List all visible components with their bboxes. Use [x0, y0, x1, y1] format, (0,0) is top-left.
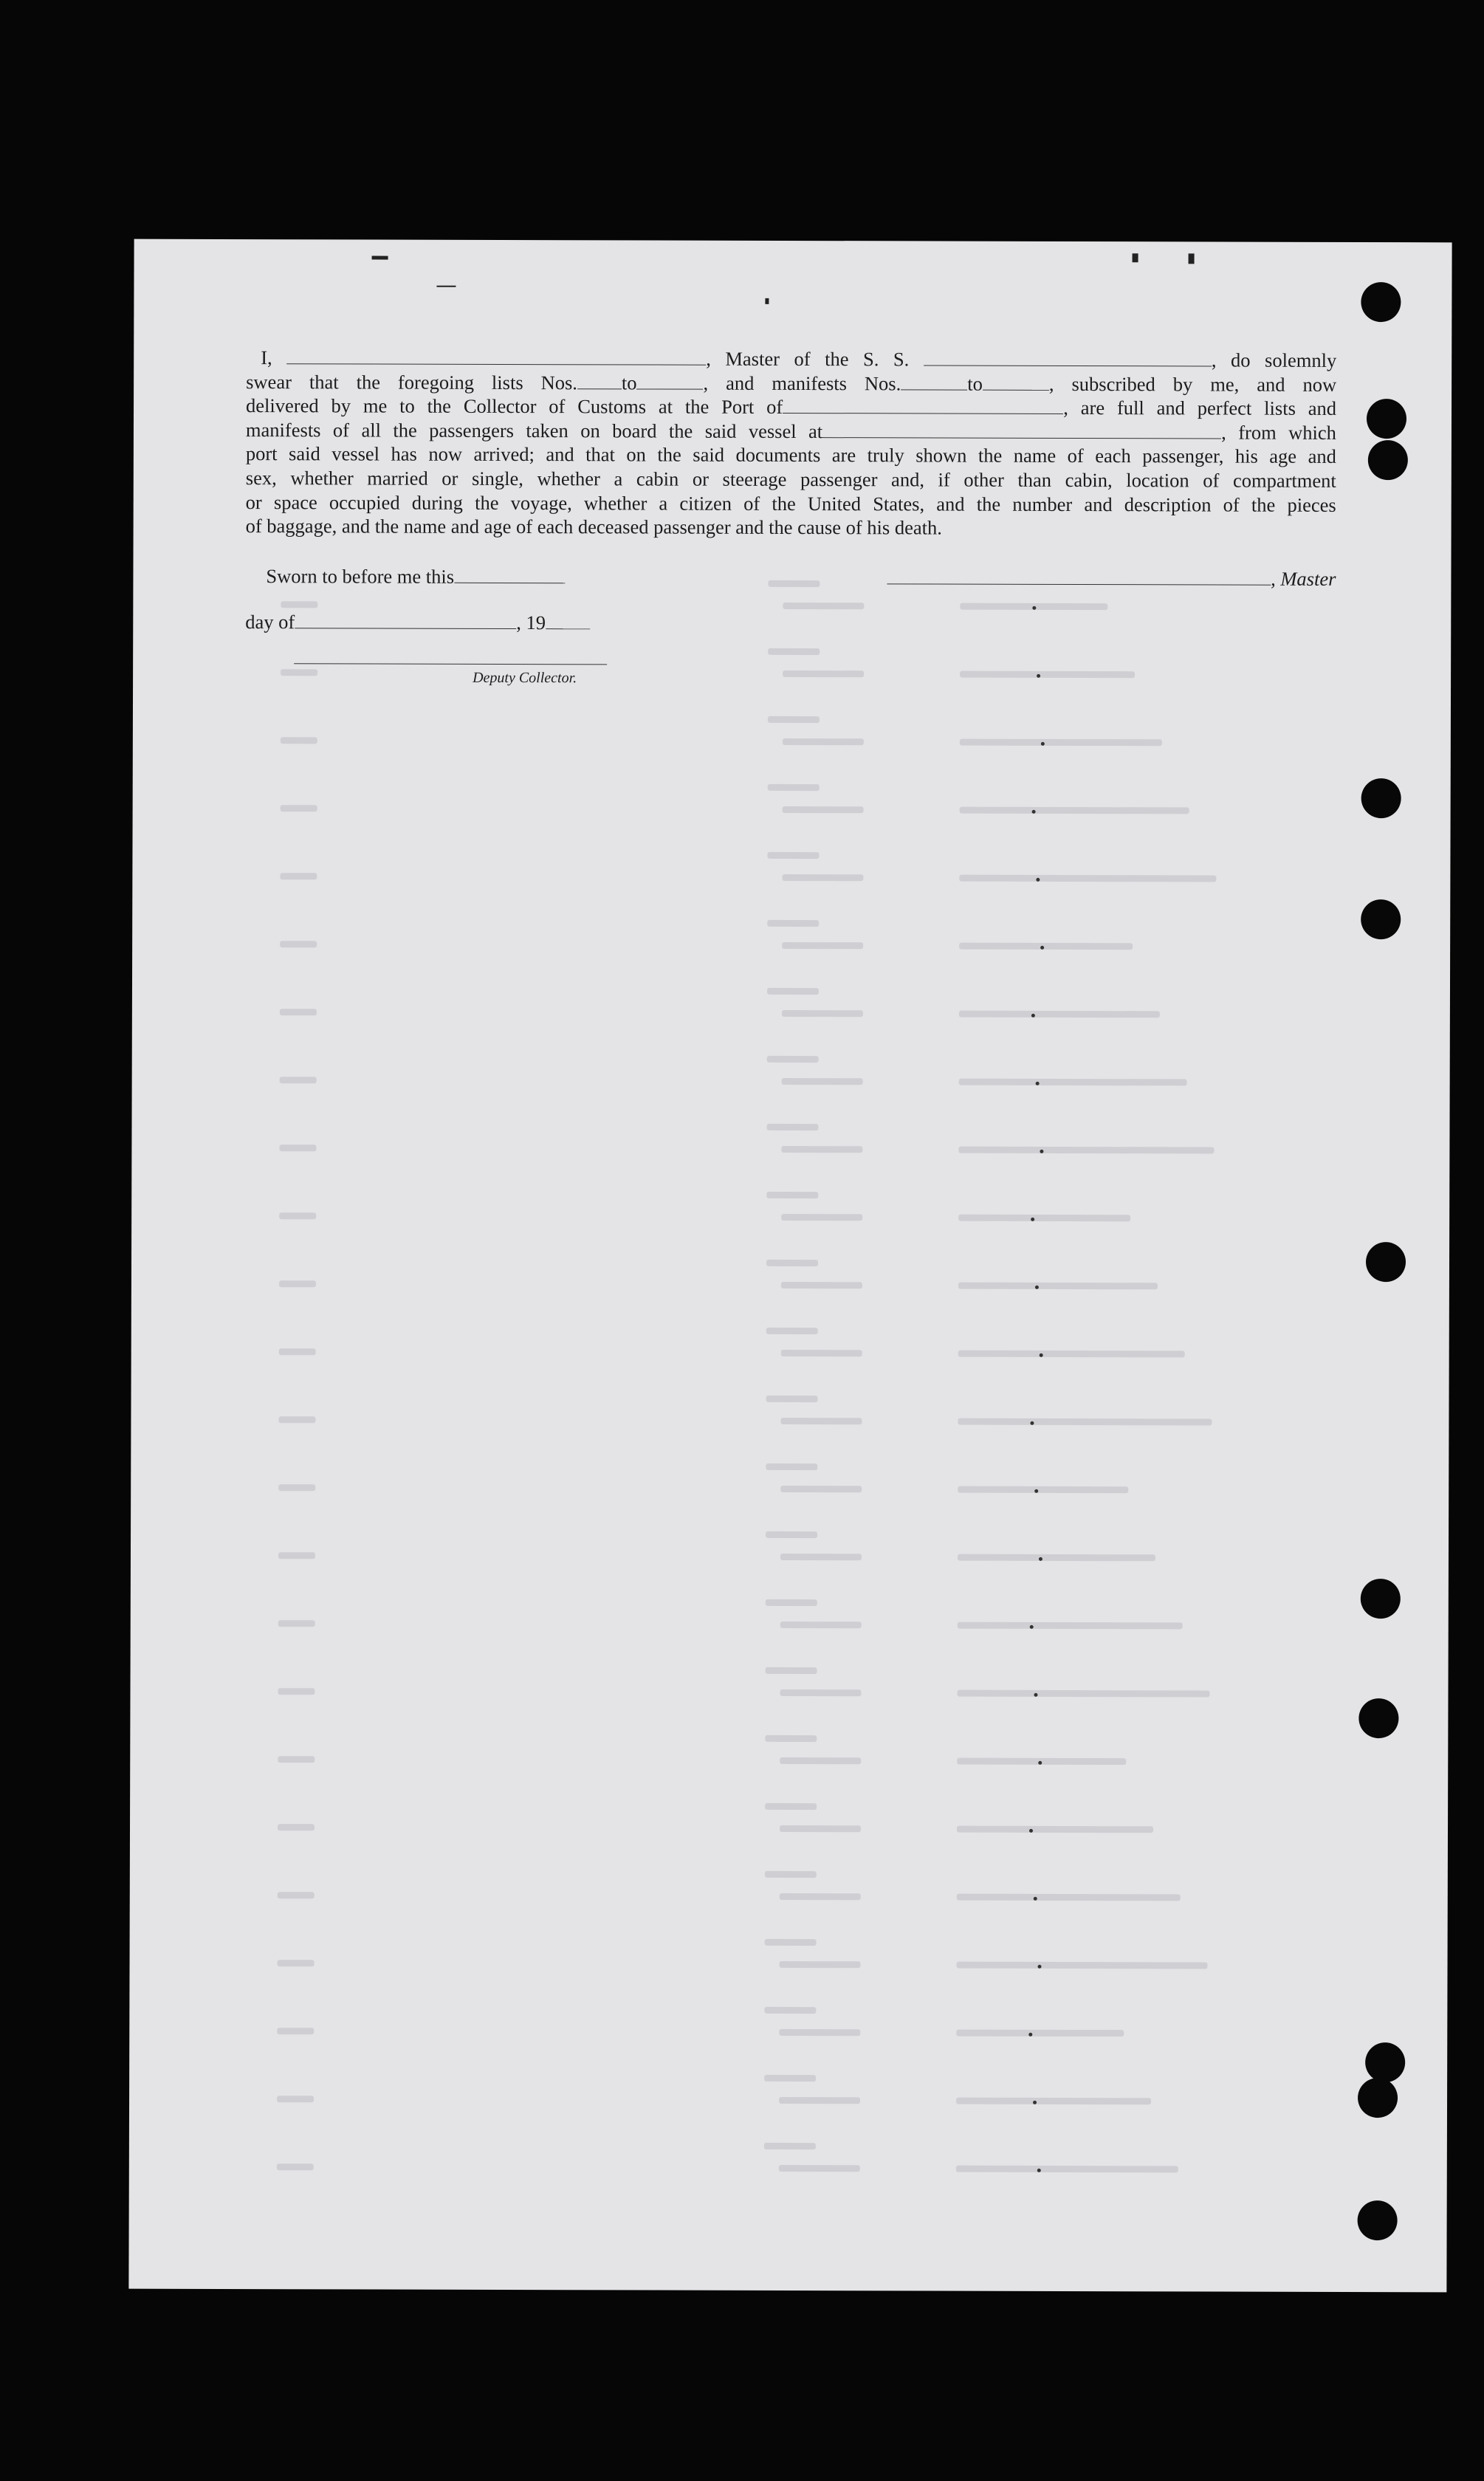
bleed-through-smudge	[960, 671, 1135, 679]
bleed-through-smudge	[281, 669, 317, 676]
typed-dot	[1030, 1421, 1034, 1425]
bleed-through-smudge	[780, 1961, 861, 1968]
typed-dot	[1040, 1150, 1043, 1153]
typed-dot	[1034, 1693, 1037, 1697]
bleed-through-smudge	[958, 1622, 1183, 1630]
bleed-through-smudge	[281, 601, 317, 608]
manifest-to-blank	[983, 374, 1049, 390]
bleed-through-smudge	[958, 1147, 1214, 1154]
bleed-through-smudge	[782, 1078, 863, 1085]
bleed-through-smudge	[764, 2075, 816, 2082]
typed-dot	[1038, 1761, 1042, 1765]
bleed-through-smudge	[780, 1486, 862, 1492]
sworn-text: day of	[245, 611, 295, 634]
oath-text: , do solemnly	[1211, 349, 1337, 371]
ink-speck	[1189, 253, 1195, 264]
bleed-through-smudge	[959, 875, 1216, 882]
typed-dot	[1036, 878, 1040, 882]
manifest-sheet	[128, 239, 1452, 2293]
bleed-through-smudge	[767, 988, 819, 995]
bleed-through-smudge	[780, 1689, 861, 1696]
bleed-through-smudge	[278, 1620, 315, 1627]
bleed-through-smudge	[957, 1962, 1208, 1969]
bleed-through-smudge	[278, 1824, 315, 1830]
bleed-through-smudge	[279, 1280, 316, 1287]
bleed-through-smudge	[766, 1463, 817, 1470]
punch-hole	[1361, 1579, 1401, 1619]
bleed-through-smudge	[278, 1484, 315, 1491]
typed-dot	[1035, 1286, 1039, 1289]
sworn-text: , 19	[516, 611, 546, 634]
oath-text: , from which	[1221, 421, 1336, 444]
typed-dot	[1039, 1557, 1042, 1561]
sworn-line-1	[245, 553, 600, 600]
port-blank	[783, 398, 1063, 414]
list-from-blank	[577, 374, 622, 389]
deputy-signature-line	[294, 663, 607, 665]
oath-text: manifests of all the passengers taken on board the said vessel at	[245, 418, 823, 442]
bleed-through-smudge	[281, 805, 317, 811]
bleed-through-smudge	[956, 2166, 1178, 2173]
ink-speck	[1133, 253, 1138, 262]
ship-name-blank	[924, 350, 1212, 366]
punch-hole	[1361, 899, 1401, 939]
oath-line-3	[246, 394, 1336, 420]
bleed-through-layer	[134, 239, 1452, 243]
bleed-through-smudge	[959, 1079, 1187, 1086]
typed-dot	[1031, 1218, 1034, 1221]
bleed-through-smudge	[783, 670, 864, 677]
manifest-from-blank	[901, 374, 967, 390]
oath-line-2	[246, 370, 1336, 397]
bleed-through-smudge	[960, 739, 1162, 747]
typed-dot	[1040, 946, 1044, 950]
oath-line-7: or space occupied during the voyage, whether a citizen of the United States, and the number and description of the pieces	[245, 490, 1336, 516]
bleed-through-smudge	[764, 2143, 816, 2149]
bleed-through-smudge	[960, 807, 1189, 814]
bleed-through-smudge	[280, 1009, 317, 1015]
ink-speck	[372, 256, 388, 260]
bleed-through-smudge	[279, 1145, 316, 1151]
typed-dot	[1033, 2101, 1037, 2104]
bleed-through-smudge	[958, 1215, 1130, 1222]
bleed-through-smudge	[957, 1690, 1209, 1698]
bleed-through-smudge	[767, 920, 819, 927]
punch-hole	[1365, 2042, 1405, 2082]
master-signature	[875, 555, 1336, 602]
bleed-through-smudge	[281, 737, 317, 744]
punch-hole	[1358, 1698, 1398, 1738]
bleed-through-smudge	[765, 1803, 817, 1810]
bleed-through-smudge	[958, 1554, 1155, 1562]
punch-hole	[1358, 2200, 1398, 2240]
ink-speck	[765, 298, 769, 304]
bleed-through-smudge	[958, 1351, 1185, 1358]
bleed-through-smudge	[781, 1350, 862, 1356]
bleed-through-smudge	[766, 1192, 818, 1198]
punch-hole	[1358, 2078, 1398, 2118]
typed-dot	[1028, 2033, 1032, 2036]
list-to-blank	[637, 374, 704, 389]
bleed-through-smudge	[780, 1825, 861, 1832]
oath-text: to	[967, 372, 983, 395]
bleed-through-smudge	[768, 784, 820, 791]
bleed-through-smudge	[781, 1146, 862, 1153]
bleed-through-smudge	[278, 1552, 315, 1559]
oath-text: to	[621, 371, 637, 394]
oath-line-6: sex, whether married or single, whether a cabin or steerage passenger and, if other than cabin, location of compartment	[245, 467, 1336, 492]
bleed-through-smudge	[277, 2163, 314, 2170]
master-label: , Master	[1271, 567, 1336, 590]
bleed-through-smudge	[958, 1418, 1212, 1426]
bleed-through-smudge	[958, 1486, 1128, 1494]
bleed-through-smudge	[278, 1960, 315, 1966]
bleed-through-smudge	[781, 1214, 862, 1221]
typed-dot	[1032, 810, 1036, 814]
departure-port-blank	[822, 422, 1221, 439]
bleed-through-smudge	[781, 1282, 862, 1288]
bleed-through-smudge	[782, 942, 863, 949]
master-name-blank	[286, 349, 706, 365]
bleed-through-smudge	[783, 738, 864, 745]
typed-dot	[1037, 674, 1040, 678]
oath-text: I,	[261, 346, 272, 369]
bleed-through-smudge	[277, 2096, 314, 2102]
bleed-through-smudge	[279, 1348, 316, 1355]
oath-text: , and manifests Nos.	[703, 371, 901, 394]
bleed-through-smudge	[780, 1554, 862, 1560]
bleed-through-smudge	[783, 603, 864, 609]
bleed-through-smudge	[765, 1939, 817, 1946]
punch-hole	[1366, 1242, 1406, 1282]
bleed-through-smudge	[277, 2028, 314, 2034]
deputy-collector-label: Deputy Collector.	[473, 669, 577, 687]
bleed-through-smudge	[782, 874, 863, 881]
bleed-through-smudge	[780, 1622, 862, 1628]
sworn-month-blank	[295, 613, 516, 629]
bleed-through-smudge	[779, 2029, 860, 2036]
bleed-through-smudge	[766, 1328, 818, 1334]
bleed-through-smudge	[278, 1756, 315, 1763]
sworn-year-blank	[546, 614, 590, 629]
oath-paragraph	[246, 346, 1337, 541]
bleed-through-smudge	[782, 1010, 863, 1017]
bleed-through-smudge	[959, 943, 1133, 950]
master-signature-blank	[887, 569, 1271, 585]
bleed-through-smudge	[764, 2007, 816, 2014]
bleed-through-smudge	[957, 1826, 1153, 1833]
bleed-through-smudge	[767, 852, 819, 859]
bleed-through-smudge	[780, 1418, 862, 1424]
punch-hole	[1368, 440, 1408, 480]
typed-dot	[1041, 742, 1045, 746]
bleed-through-smudge	[766, 1260, 818, 1266]
oath-text: , Master of the S. S.	[706, 347, 910, 371]
oath-line-4	[246, 418, 1336, 445]
punch-hole	[1367, 399, 1406, 439]
bleed-through-smudge	[766, 1396, 818, 1402]
sworn-day-blank	[454, 568, 565, 583]
bleed-through-smudge	[767, 1056, 819, 1063]
oath-line-8: of baggage, and the name and age of each deceased passenger and the cause of his death.	[245, 515, 942, 539]
typed-dot	[1031, 1014, 1035, 1018]
sworn-text: Sworn to before me this	[266, 565, 455, 588]
sworn-block	[245, 553, 600, 645]
bleed-through-smudge	[280, 941, 317, 947]
bleed-through-smudge	[783, 806, 864, 813]
ink-speck	[436, 286, 456, 287]
typed-dot	[1030, 1625, 1034, 1629]
punch-hole	[1361, 778, 1401, 818]
bleed-through-smudge	[780, 1757, 861, 1764]
punch-hole	[1361, 282, 1401, 322]
oath-text: , are full and perfect lists and	[1063, 397, 1337, 420]
typed-dot	[1040, 1353, 1043, 1357]
bleed-through-smudge	[959, 1011, 1160, 1018]
oath-text: swear that the foregoing lists Nos.	[246, 370, 577, 394]
typed-dot	[1029, 1829, 1033, 1833]
bleed-through-smudge	[958, 1283, 1158, 1290]
bleed-through-smudge	[766, 1667, 817, 1674]
typed-dot	[1038, 1965, 1042, 1969]
bleed-through-smudge	[768, 580, 820, 587]
typed-dot	[1034, 1489, 1038, 1493]
bleed-through-smudge	[278, 1416, 315, 1423]
bleed-through-smudge	[780, 1893, 861, 1900]
bleed-through-smudge	[956, 2098, 1151, 2105]
bleed-through-smudge	[279, 1212, 316, 1219]
oath-text: delivered by me to the Collector of Customs at the Port of	[246, 394, 783, 419]
typed-dot	[1037, 2169, 1041, 2172]
bleed-through-smudge	[280, 873, 317, 879]
bleed-through-smudge	[779, 2165, 860, 2172]
oath-text: , subscribed by me, and now	[1048, 372, 1337, 396]
oath-line-1	[246, 346, 1336, 372]
bleed-through-smudge	[768, 648, 820, 655]
typed-dot	[1034, 1897, 1037, 1901]
bleed-through-smudge	[766, 1599, 817, 1606]
bleed-through-smudge	[779, 2097, 860, 2104]
bleed-through-smudge	[278, 1892, 315, 1898]
bleed-through-smudge	[765, 1735, 817, 1742]
bleed-through-smudge	[765, 1871, 817, 1878]
bleed-through-smudge	[280, 1077, 317, 1083]
bleed-through-smudge	[768, 716, 820, 723]
bleed-through-smudge	[957, 1894, 1181, 1901]
bleed-through-smudge	[766, 1124, 818, 1130]
bleed-through-smudge	[766, 1531, 817, 1538]
bleed-through-smudge	[956, 2030, 1124, 2037]
typed-dot	[1032, 606, 1036, 610]
oath-line-5: port said vessel has now arrived; and that on the said documents are truly shown the name of each passenger, his age and	[245, 442, 1336, 468]
bleed-through-smudge	[278, 1688, 315, 1695]
typed-dot	[1036, 1082, 1040, 1085]
